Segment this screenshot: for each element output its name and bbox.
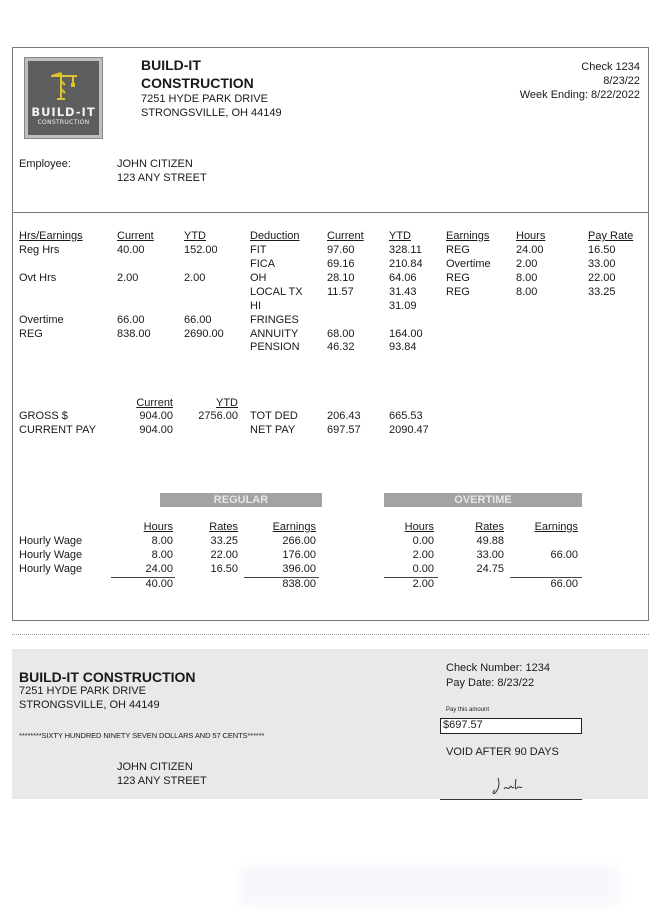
earnings-row-rate: 16.50: [588, 244, 616, 256]
regular-row-earnings: 396.00: [282, 563, 316, 575]
deduction-row-label: FRINGES: [250, 314, 299, 326]
hours-header-label: Hrs/Earnings: [19, 230, 83, 242]
net-pay-ytd: 2090.47: [389, 424, 429, 436]
payee-street: 123 ANY STREET: [117, 775, 207, 787]
deduction-row-ytd: 31.09: [389, 300, 417, 312]
total-deductions-ytd: 665.53: [389, 410, 423, 422]
hours-row-label: REG: [19, 328, 43, 340]
hours-row-current: 40.00: [117, 244, 145, 256]
pay-this-amount-label: Pay this amount: [446, 707, 490, 713]
deduction-row-label: HI: [250, 300, 261, 312]
net-pay-current: 697.57: [327, 424, 361, 436]
wage-row-label: Hourly Wage: [19, 549, 83, 561]
current-pay-label: CURRENT PAY: [19, 424, 97, 436]
overtime-total-earnings: 66.00: [550, 578, 578, 590]
hours-row-ytd: 2690.00: [184, 328, 224, 340]
earnings-row-hours: 8.00: [516, 286, 538, 298]
check-address2: STRONGSVILLE, OH 44149: [19, 699, 160, 711]
deduction-row-current: 11.57: [327, 286, 354, 298]
earnings-row-hours: 24.00: [516, 244, 544, 256]
net-pay-label: NET PAY: [250, 424, 296, 436]
deduction-row-ytd: 210.84: [389, 258, 423, 270]
logo-text-line2: CONSTRUCTION: [37, 119, 90, 126]
total-deductions-label: TOT DED: [250, 410, 298, 422]
overtime-row-rate: 24.75: [476, 563, 504, 575]
faded-watermark: [240, 866, 620, 906]
earnings-row-rate: 22.00: [588, 272, 616, 284]
gross-ytd: 2756.00: [198, 410, 238, 422]
deduction-header-current: Current: [327, 230, 364, 242]
void-notice: VOID AFTER 90 DAYS: [446, 746, 559, 758]
overtime-row-hours: 0.00: [412, 563, 434, 575]
payee-name: JOHN CITIZEN: [117, 761, 193, 773]
amount-in-words: ********SIXTY HUNDRED NINETY SEVEN DOLLARS AND 57 CENTS******: [19, 731, 265, 740]
regular-header-earnings: Earnings: [272, 521, 316, 533]
week-ending: Week Ending: 8/22/2022: [519, 89, 640, 101]
company-logo: [25, 58, 102, 138]
deduction-row-label: OH: [250, 272, 267, 284]
deduction-row-current: 28.10: [327, 272, 355, 284]
earnings-row-rate: 33.25: [588, 286, 616, 298]
hours-row-current: 66.00: [117, 314, 145, 326]
earnings-row-label: Overtime: [446, 258, 491, 270]
logo-text-line1: BUILD-IT: [31, 105, 96, 119]
pay-date: Pay Date: 8/23/22: [446, 677, 535, 689]
check-number-label: Check Number: 1234: [446, 662, 550, 674]
hours-row-label: Overtime: [19, 314, 64, 326]
employee-street: 123 ANY STREET: [117, 172, 207, 184]
regular-row-earnings: 266.00: [282, 535, 316, 547]
amount-box: $697.57: [440, 718, 582, 734]
hours-row-current: 2.00: [117, 272, 139, 284]
overtime-band: OVERTIME: [384, 493, 582, 507]
earnings-row-rate: 33.00: [588, 258, 616, 270]
signature: [490, 775, 530, 797]
deduction-row-label: ANNUITY: [250, 328, 299, 340]
deduction-row-ytd: 93.84: [389, 341, 417, 353]
deduction-row-current: 97.60: [327, 244, 355, 256]
hours-row-label: Reg Hrs: [19, 244, 60, 256]
overtime-header-rates: Rates: [475, 521, 504, 533]
earnings-row-label: REG: [446, 244, 470, 256]
hours-header-ytd: YTD: [184, 230, 206, 242]
overtime-total-hours: 2.00: [412, 578, 434, 590]
earnings-header-rate: Pay Rate: [588, 230, 634, 242]
overtime-header-earnings: Earnings: [534, 521, 578, 533]
check-company-name: BUILD-IT CONSTRUCTION: [19, 669, 196, 685]
hours-row-label: Ovt Hrs: [19, 272, 57, 284]
earnings-header-label: Earnings: [446, 230, 490, 242]
regular-header-hours: Hours: [143, 521, 173, 533]
earnings-row-label: REG: [446, 272, 470, 284]
deduction-header-label: Deduction: [250, 230, 300, 242]
company-name-line1: BUILD-IT: [141, 57, 201, 73]
regular-header-rates: Rates: [209, 521, 238, 533]
company-address2: STRONGSVILLE, OH 44149: [141, 107, 282, 119]
deduction-row-ytd: 31.43: [389, 286, 417, 298]
check-address1: 7251 HYDE PARK DRIVE: [19, 685, 146, 697]
deduction-row-ytd: 328.11: [389, 244, 422, 256]
earnings-row-hours: 8.00: [516, 272, 538, 284]
regular-row-hours: 24.00: [145, 563, 173, 575]
wage-row-label: Hourly Wage: [19, 563, 83, 575]
signature-line: [440, 799, 582, 800]
company-name-line2: CONSTRUCTION: [141, 75, 254, 91]
earnings-header-hours: Hours: [516, 230, 546, 242]
total-deductions-current: 206.43: [327, 410, 361, 422]
perforation-line: [12, 634, 649, 635]
totals-header-ytd: YTD: [216, 397, 238, 409]
hours-row-ytd: 152.00: [184, 244, 218, 256]
deduction-row-label: FICA: [250, 258, 276, 270]
regular-row-earnings: 176.00: [282, 549, 316, 561]
hours-row-ytd: 2.00: [184, 272, 206, 284]
regular-row-rate: 22.00: [210, 549, 238, 561]
deduction-row-current: 46.32: [327, 341, 355, 353]
deduction-row-ytd: 164.00: [389, 328, 423, 340]
company-address1: 7251 HYDE PARK DRIVE: [141, 93, 268, 105]
regular-total-hours: 40.00: [145, 578, 173, 590]
deduction-row-ytd: 64.06: [389, 272, 417, 284]
check-date: 8/23/22: [603, 75, 640, 87]
gross-label: GROSS $: [19, 410, 68, 422]
hours-row-ytd: 66.00: [184, 314, 212, 326]
deduction-header-ytd: YTD: [389, 230, 411, 242]
overtime-row-rate: 49.88: [476, 535, 504, 547]
check-number: Check 1234: [581, 61, 640, 73]
gross-current: 904.00: [139, 410, 173, 422]
overtime-row-hours: 2.00: [412, 549, 434, 561]
regular-band: REGULAR: [160, 493, 322, 507]
employee-label: Employee:: [19, 158, 71, 170]
employee-name: JOHN CITIZEN: [117, 158, 193, 170]
earnings-row-label: REG: [446, 286, 470, 298]
deduction-row-current: 68.00: [327, 328, 355, 340]
regular-row-hours: 8.00: [151, 535, 173, 547]
overtime-row-rate: 33.00: [476, 549, 504, 561]
regular-row-rate: 33.25: [210, 535, 238, 547]
deduction-row-current: 69.16: [327, 258, 355, 270]
section-divider: [12, 212, 649, 213]
totals-header-current: Current: [136, 397, 173, 409]
overtime-header-hours: Hours: [404, 521, 434, 533]
crane-icon: [49, 69, 79, 101]
deduction-row-label: PENSION: [250, 341, 300, 353]
overtime-row-earnings: 66.00: [550, 549, 578, 561]
hours-header-current: Current: [117, 230, 154, 242]
hours-row-current: 838.00: [117, 328, 151, 340]
earnings-row-hours: 2.00: [516, 258, 538, 270]
deduction-row-label: LOCAL TX: [250, 286, 303, 298]
current-pay-value: 904.00: [139, 424, 173, 436]
wage-row-label: Hourly Wage: [19, 535, 83, 547]
regular-total-earnings: 838.00: [282, 578, 316, 590]
regular-row-rate: 16.50: [210, 563, 238, 575]
deduction-row-label: FIT: [250, 244, 267, 256]
regular-row-hours: 8.00: [151, 549, 173, 561]
overtime-row-hours: 0.00: [412, 535, 434, 547]
